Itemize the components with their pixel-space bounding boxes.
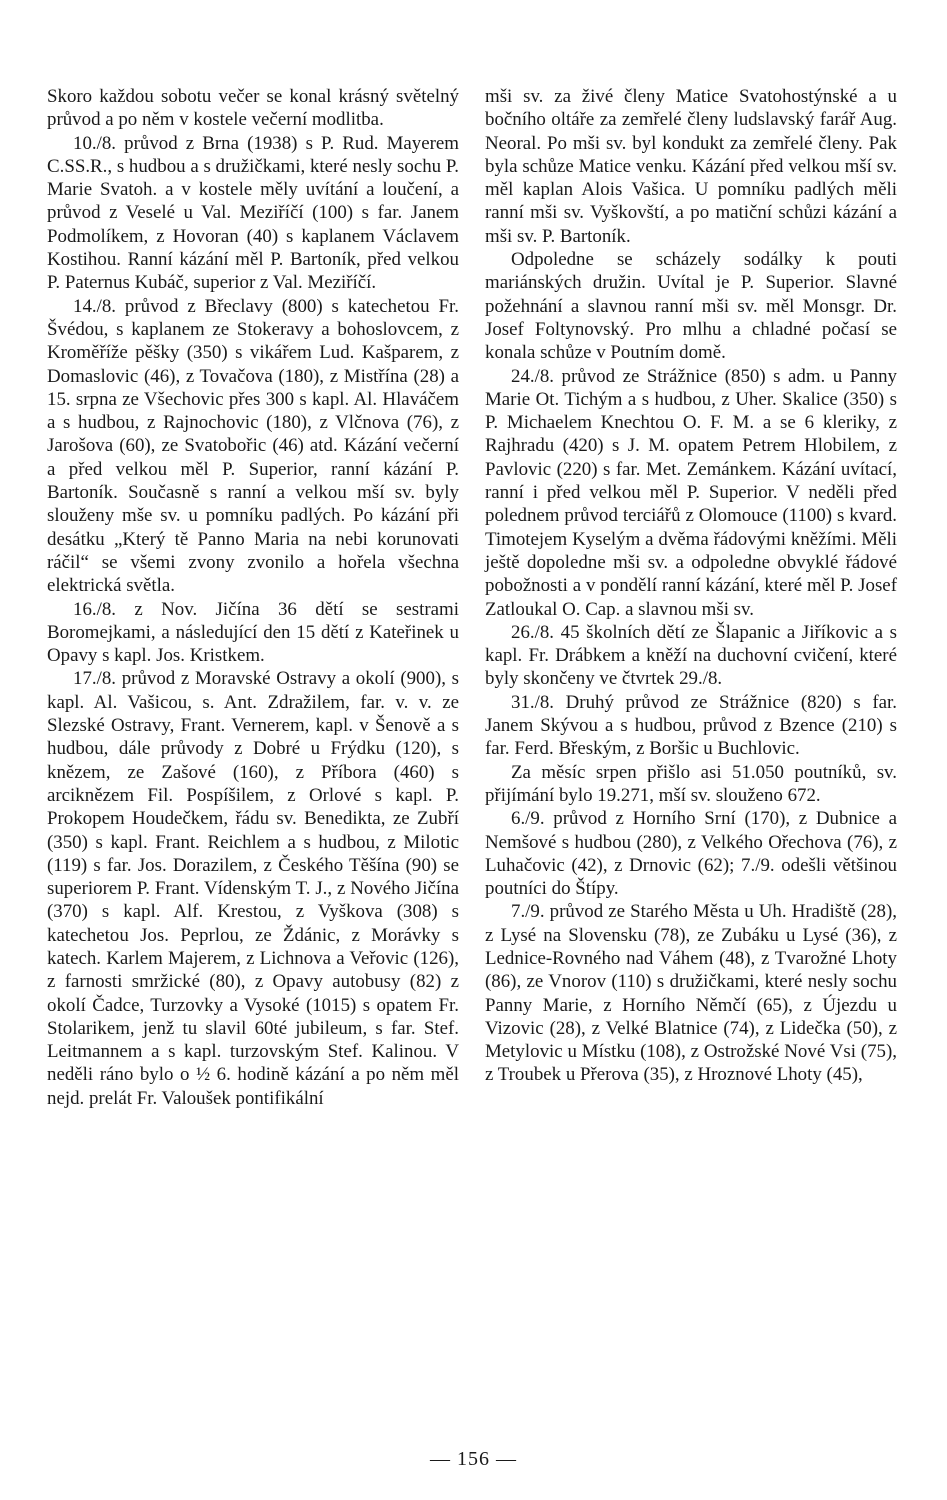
- left-column: [47, 85, 459, 1110]
- paragraph: 16./8. z Nov. Jičína 36 dětí se sestrami Boromejkami, a následující den 15 dětí z Kateřinek u Opavy s kapl. Jos. Kristkem.: [47, 598, 459, 667]
- paragraph: 31./8. Druhý průvod ze Strážnice (820) s far. Janem Skývou a s hudbou, průvod z Bzence (210) s far. Ferd. Břeským, z Boršic u Buchlovic.: [485, 691, 897, 760]
- paragraph: 7./9. průvod ze Starého Města u Uh. Hradiště (28), z Lysé na Slovensku (78), ze Zubáku u Lysé (36), z Lednice-Rovného nad Váhem (48), z Tvarožné Lhoty (86), ze Vnorov (110) s družičkami, které nesly sochu Panny Marie, z Horního Němčí (65), z Újezdu u Vizovic (28), z Velké Blatnice (74), z Lidečka (50), z Metylovic u Místku (108), z Ostrožské Nové Vsi (75), z Troubek u Přerova (35), z Hroznové Lhoty (45),: [485, 901, 897, 1086]
- paragraph: Skoro každou sobotu večer se konal krásný světelný průvod a po něm v kostele večerní modlitba.: [47, 86, 459, 131]
- paragraph: 24./8. průvod ze Strážnice (850) s adm. u Panny Marie Ot. Tichým a s hudbou, z Uher. Skalice (350) s P. Michaelem Knechtou O. F. M. a se 6 kleriky, z Rajhradu (420) s J. M. opatem Petrem Hlobilem, z Pavlovic (220) s far. Met. Zemánkem. Kázání uvítací, ranní i před velkou měl P. Superior. V neděli před polednem průvod terciářů z Olomouce (1100) s kvard. Timotejem Kyselým a dvěma řádovými kněžími. Měli ještě dopoledne mši sv. a odpoledne obvyklé řádové pobožnosti a v pondělí ranní kázání, které měl P. Josef Zatloukal O. Cap. a slavnou mši sv.: [485, 365, 897, 620]
- paragraph: 14./8. průvod z Břeclavy (800) s katechetou Fr. Švédou, s kaplanem ze Stokeravy a bohoslovcem, z Kroměříže pěšky (350) s vikářem Lud. Kašparem, z Domaslovic (46), z Tovačova (180), z Mistřína (28) a 15. srpna ze Všechovic přes 300 s kapl. Al. Hlaváčem a s hudbou, z Rajnochovic (180), z Vlčnova (76), z Jarošova (60), ze Svatobořic (46) atd. Kázání večerní a před velkou měl P. Superior, ranní kázání P. Bartoník. Současně s ranní a velkou mší sv. byly slouženy mše sv. u pomníku padlých. Po kázání při desátku „Který tě Panno Maria na nebi korunovati ráčil“ se všemi zvony zvonilo a hořela všechna elektrická světla.: [47, 295, 459, 597]
- page-number: — 156 —: [430, 1448, 517, 1470]
- right-column: [485, 85, 897, 1087]
- paragraph: 6./9. průvod z Horního Srní (170), z Dubnice a Nemšové s hudbou (280), z Velkého Ořechova (76), z Luhačovic (42), z Drnovic (62); 7./9. odešli většinou poutníci do Štípy.: [485, 808, 897, 900]
- paragraph: Odpoledne se scházely sodálky k pouti mariánských družin. Uvítal je P. Superior. Slavné požehnání a slavnou ranní mši sv. měl Monsgr. Dr. Josef Foltynovský. Pro mlhu a chladné počasí se konala schůze v Poutním domě.: [485, 249, 897, 364]
- paragraph: 26./8. 45 školních dětí ze Šlapanic a Jiříkovic a s kapl. Fr. Drábkem a kněží na duchovní cvičení, které byly skončeny ve čtvrtek 29./8.: [485, 621, 897, 690]
- paragraph: 17./8. průvod z Moravské Ostravy a okolí (900), s kapl. Al. Vašicou, s. Ant. Zdražilem, far. v. v. ze Slezské Ostravy, Frant. Vernerem, kapl. v Šenově a s hudbou, dále průvody z Dobré u Frýdku (120), s knězem, ze Zašové (160), z Příbora (460) s arciknězem Fil. Pospíšilem, z Orlové s kapl. P. Prokopem Houdečkem, řádu sv. Benedikta, ze Zubří (350) s kapl. Frant. Reichlem a s hudbou, z Milotic (119) s far. Jos. Dorazilem, z Českého Těšína (90) se superiorem P. Frant. Vídenským T. J., z Nového Jičína (370) s kapl. Alf. Krestou, z Vyškova (308) s katechetou Jos. Peprlou, ze Ždánic, z Morávky s katech. Karlem Majerem, z Lichnova a Veřovic (126), z farnosti smržické (80), z Opavy autobusy (82) z okolí Čadce, Turzovky a Vysoké (1015) s opatem Fr. Stolarikem, jenž tu slavil 60té jubileum, s far. Stef. Leitmannem a s kapl. turzovským Stef. Kalinou. V neděli ráno bylo o ½ 6. hodině kázání a po něm měl nejd. prelát Fr. Valoušek pontifikální: [47, 668, 459, 1109]
- paragraph: 10./8. průvod z Brna (1938) s P. Rud. Mayerem C.SS.R., s hudbou a s družičkami, které nesly sochu P. Marie Svatoh. a v kostele měly uvítání a loučení, a průvod z Veselé u Val. Meziříčí (100) s far. Janem Podmolíkem, z Hovoran (40) s kaplanem Václavem Kostihou. Ranní kázání měl P. Bartoník, před velkou P. Paternus Kubáč, superior z Val. Meziříčí.: [47, 132, 459, 294]
- paragraph: Za měsíc srpen přišlo asi 51.050 poutníků, sv. přijímání bylo 19.271, mší sv. slouženo 672.: [485, 761, 897, 806]
- paragraph: mši sv. za živé členy Matice Svatohostýnské a u bočního oltáře za zemřelé členy ludslavský farář Aug. Neoral. Po mši sv. byl kondukt za zemřelé členy. Pak byla schůze Matice venku. Kázání před velkou mší sv. měl kaplan Alois Vašica. U pomníku padlých měli ranní mši sv. Vyškovští, a po matiční schůzi kázání a mši sv. P. Bartoník.: [485, 86, 897, 247]
